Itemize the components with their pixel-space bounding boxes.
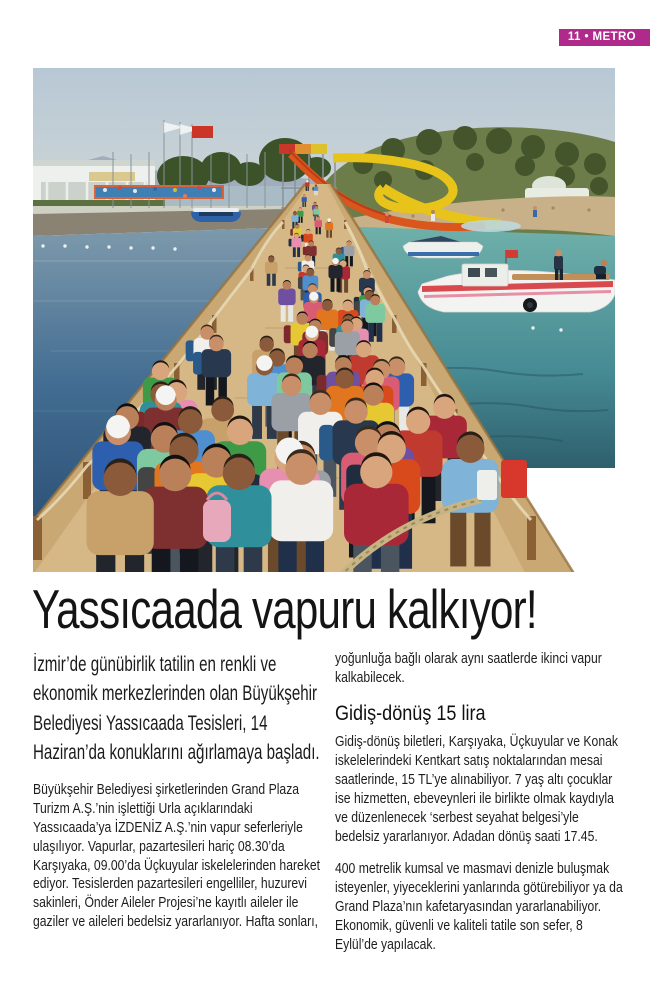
article-photo-illustration (33, 68, 615, 572)
splash-pool (461, 220, 521, 232)
boat-flag (506, 250, 518, 258)
pool (95, 186, 223, 198)
subheadline: Gidiş-dönüş 15 lira (335, 700, 486, 725)
red-bag (501, 460, 527, 498)
right-column (335, 650, 623, 955)
slide-platform (279, 144, 327, 154)
left-body-paragraph: Büyükşehir Belediyesi şirketlerinden Grand Plaza Turizm A.Ş.’nin işlettiği Urla açıklarındaki Yassıcaada’ya İZDENİZ A.Ş.’nin vapur seferleriyle ulaşılıyor. Vapurlar, pazartesileri hariç 08.30’da Karşıyaka, 09.00’da Üçkuyular iskelelerinden hareket ediyor. Tesislerden pazartesileri engelliler, huzurevi sakinleri, Önder Aileler Projesi’ne kayıtlı aileler ile gaziler ve aileleri bedelsiz yararlanıyor. Hafta sonları, (33, 781, 321, 931)
building-roof (33, 160, 155, 166)
right-paragraph-1: yoğunluğa bağlı olarak aynı saatlerde ikinci vapur kalkabilecek. (335, 651, 602, 686)
white-bag (477, 470, 497, 500)
left-column (33, 650, 321, 955)
lead-paragraph: İzmir’de günübirlik tatilin en renkli ve ekonomik merkezlerinden olan Büyükşehir Belediyesi Yassıcaada Tesisleri, 14 Haziran’da konuklarını ağırlamaya başladı. (33, 653, 320, 765)
banner-sign (89, 172, 135, 181)
headline: Yassıcaada vapuru kalkıyor! (32, 578, 537, 640)
right-paragraph-2: Gidiş-dönüş biletleri, Karşıyaka, Üçkuyular ve Konak iskelelerindeki Kentkart satış noktalarından mesai saatlerinde, 15 TL’ye alınabiliyor. 7 yaş altı çocuklar ise hizmetten, ebeveynleri ile birlikte olmak kaydıyla ve düzenlenecek ‘serbest seyahat belgesi’yle bedelsiz yararlanıyor. Adadan dönüş saati 17.45. (335, 733, 618, 845)
blue-boat (191, 208, 241, 222)
page-number-badge: 11 • METRO (559, 29, 650, 46)
article-columns (33, 650, 623, 955)
article-photo (33, 68, 615, 572)
right-paragraph-3: 400 metrelik kumsal ve masmavi denizle buluşmak isteyenler, yiyeceklerini yanlarında götürebiliyor ya da Grand Plaza’nın kafetaryasından yararlanabiliyor. Ekonomik, güvenli ve kaliteli tatile son sefer, 8 Eylül’de yapılacak. (335, 860, 623, 953)
red-flag (192, 126, 213, 138)
